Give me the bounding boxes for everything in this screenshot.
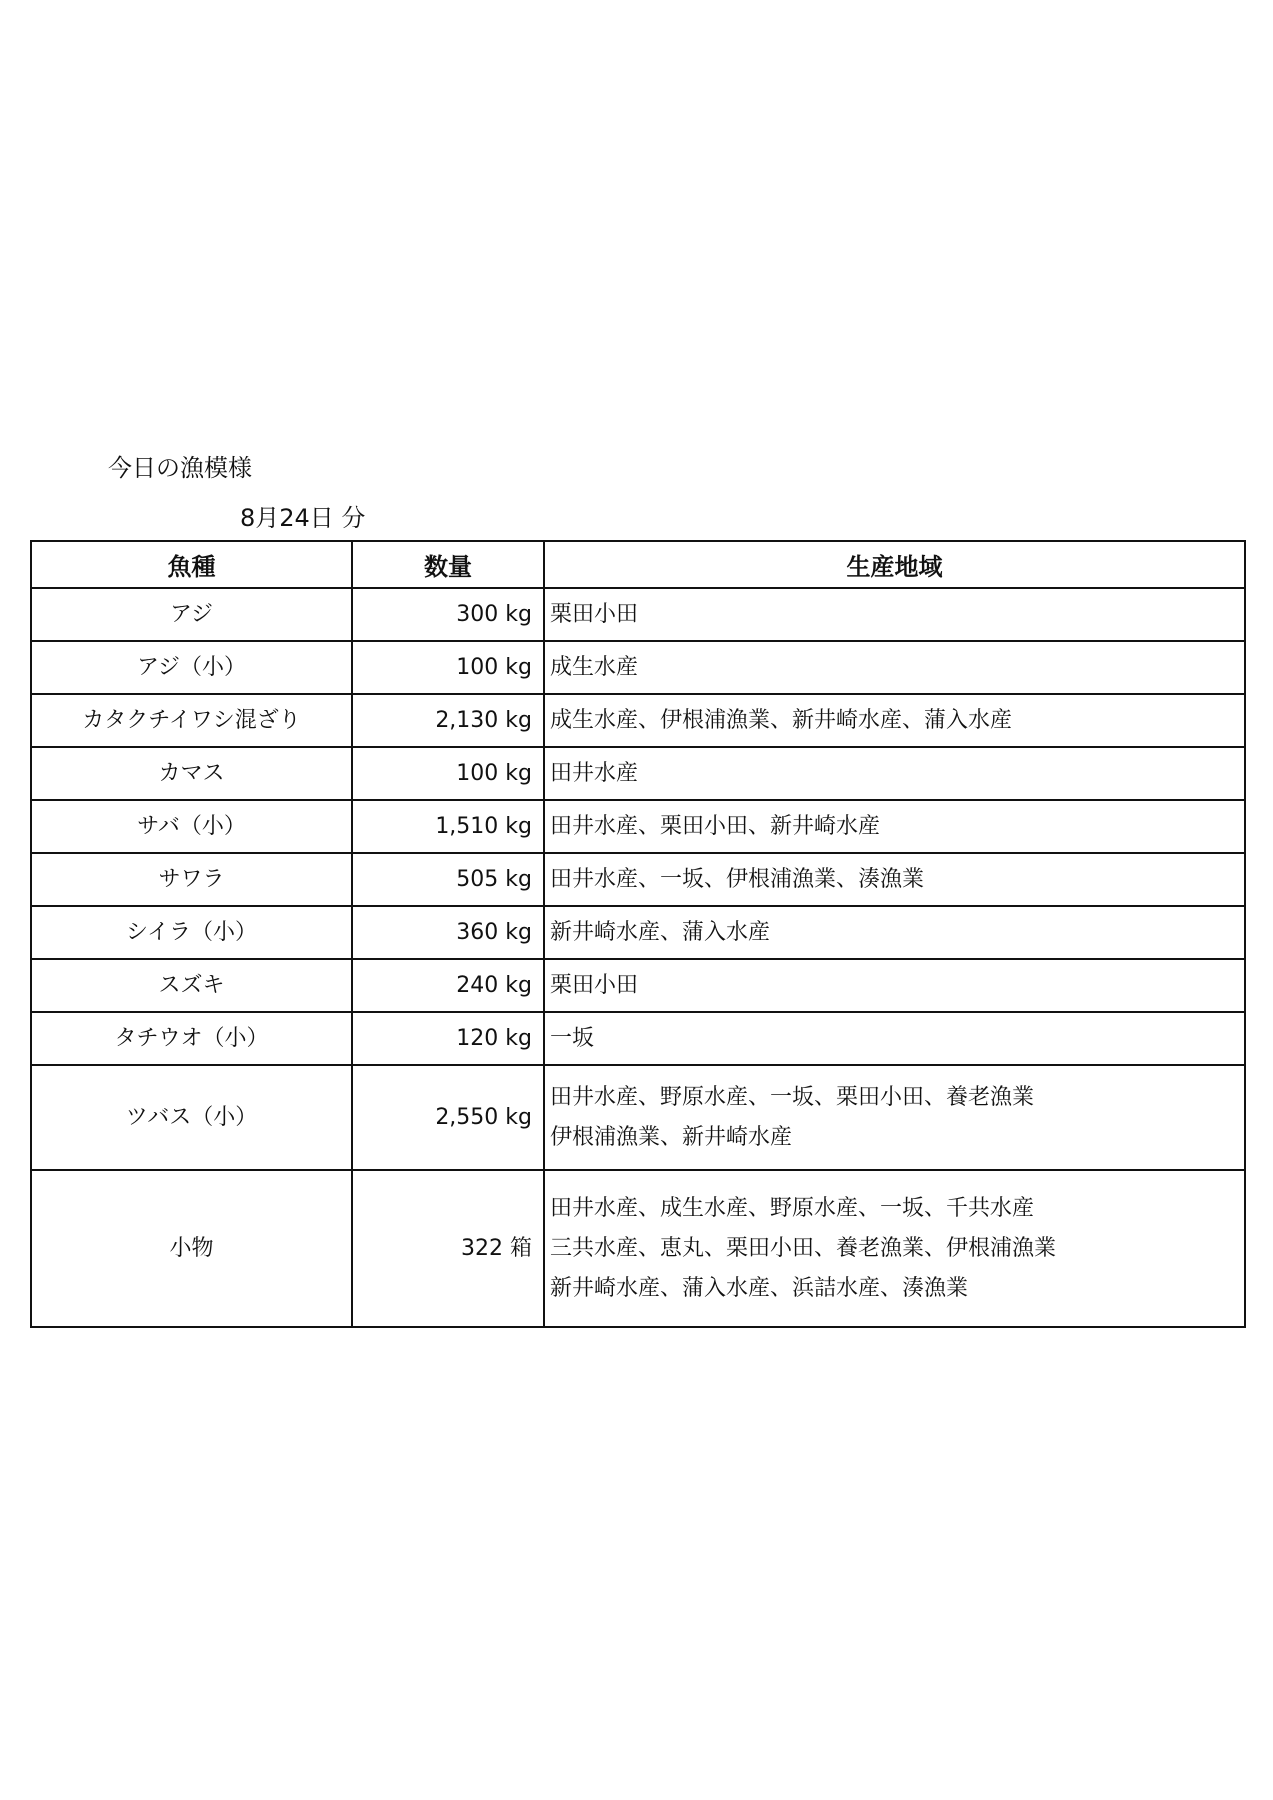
region-line: 伊根浦漁業、新井崎水産 — [550, 1124, 793, 1150]
table-header-row — [31, 541, 1245, 588]
header-region: 生産地域 — [544, 541, 1245, 588]
region-line: 三共水産、恵丸、栗田小田、養老漁業、伊根浦漁業 — [550, 1235, 1057, 1261]
region-cell — [544, 906, 1245, 959]
region-cell — [544, 800, 1245, 853]
species-cell: カタクチイワシ混ざり — [31, 694, 352, 747]
table-row — [31, 1170, 1245, 1327]
table-row — [31, 906, 1245, 959]
region-cell — [544, 853, 1245, 906]
region-line: 田井水産、一坂、伊根浦漁業、湊漁業 — [550, 866, 925, 892]
table-row — [31, 747, 1245, 800]
region-cell — [544, 588, 1245, 641]
table-row — [31, 694, 1245, 747]
quantity-cell: 2,130 kg — [352, 694, 544, 747]
region-line: 新井崎水産、蒲入水産、浜詰水産、湊漁業 — [550, 1275, 969, 1301]
quantity-cell: 322 箱 — [352, 1170, 544, 1327]
species-cell: ツバス（小） — [31, 1065, 352, 1170]
table-row — [31, 588, 1245, 641]
quantity-cell: 505 kg — [352, 853, 544, 906]
quantity-cell: 2,550 kg — [352, 1065, 544, 1170]
header-quantity: 数量 — [352, 541, 544, 588]
table-row — [31, 959, 1245, 1012]
table-row — [31, 641, 1245, 694]
catch-table — [30, 540, 1246, 1328]
quantity-cell: 240 kg — [352, 959, 544, 1012]
region-line: 一坂 — [550, 1025, 595, 1051]
region-line: 田井水産、成生水産、野原水産、一坂、千共水産 — [550, 1195, 1035, 1221]
species-cell: 小物 — [31, 1170, 352, 1327]
region-line: 田井水産、栗田小田、新井崎水産 — [550, 813, 881, 839]
quantity-cell: 100 kg — [352, 641, 544, 694]
region-cell — [544, 641, 1245, 694]
species-cell: カマス — [31, 747, 352, 800]
species-cell: サワラ — [31, 853, 352, 906]
document-date: 8月24日 分 — [240, 504, 366, 532]
species-cell: タチウオ（小） — [31, 1012, 352, 1065]
table-row — [31, 1012, 1245, 1065]
region-cell — [544, 747, 1245, 800]
document-title: 今日の漁模様 — [108, 454, 252, 482]
region-cell — [544, 1170, 1245, 1327]
region-line: 田井水産、野原水産、一坂、栗田小田、養老漁業 — [550, 1084, 1035, 1110]
region-cell — [544, 1065, 1245, 1170]
table-row — [31, 800, 1245, 853]
header-species: 魚種 — [31, 541, 352, 588]
region-line: 新井崎水産、蒲入水産 — [550, 919, 771, 945]
region-cell — [544, 1012, 1245, 1065]
region-line: 田井水産 — [550, 760, 639, 786]
species-cell: シイラ（小） — [31, 906, 352, 959]
region-cell — [544, 694, 1245, 747]
species-cell: サバ（小） — [31, 800, 352, 853]
region-cell — [544, 959, 1245, 1012]
quantity-cell: 1,510 kg — [352, 800, 544, 853]
region-line: 栗田小田 — [550, 972, 639, 998]
quantity-cell: 300 kg — [352, 588, 544, 641]
region-line: 成生水産 — [550, 654, 639, 680]
quantity-cell: 360 kg — [352, 906, 544, 959]
species-cell: アジ — [31, 588, 352, 641]
region-line: 成生水産、伊根浦漁業、新井崎水産、蒲入水産 — [550, 707, 1013, 733]
table-body — [31, 588, 1245, 1327]
region-line: 栗田小田 — [550, 601, 639, 627]
quantity-cell: 120 kg — [352, 1012, 544, 1065]
species-cell: スズキ — [31, 959, 352, 1012]
table-row — [31, 853, 1245, 906]
species-cell: アジ（小） — [31, 641, 352, 694]
quantity-cell: 100 kg — [352, 747, 544, 800]
table-row — [31, 1065, 1245, 1170]
